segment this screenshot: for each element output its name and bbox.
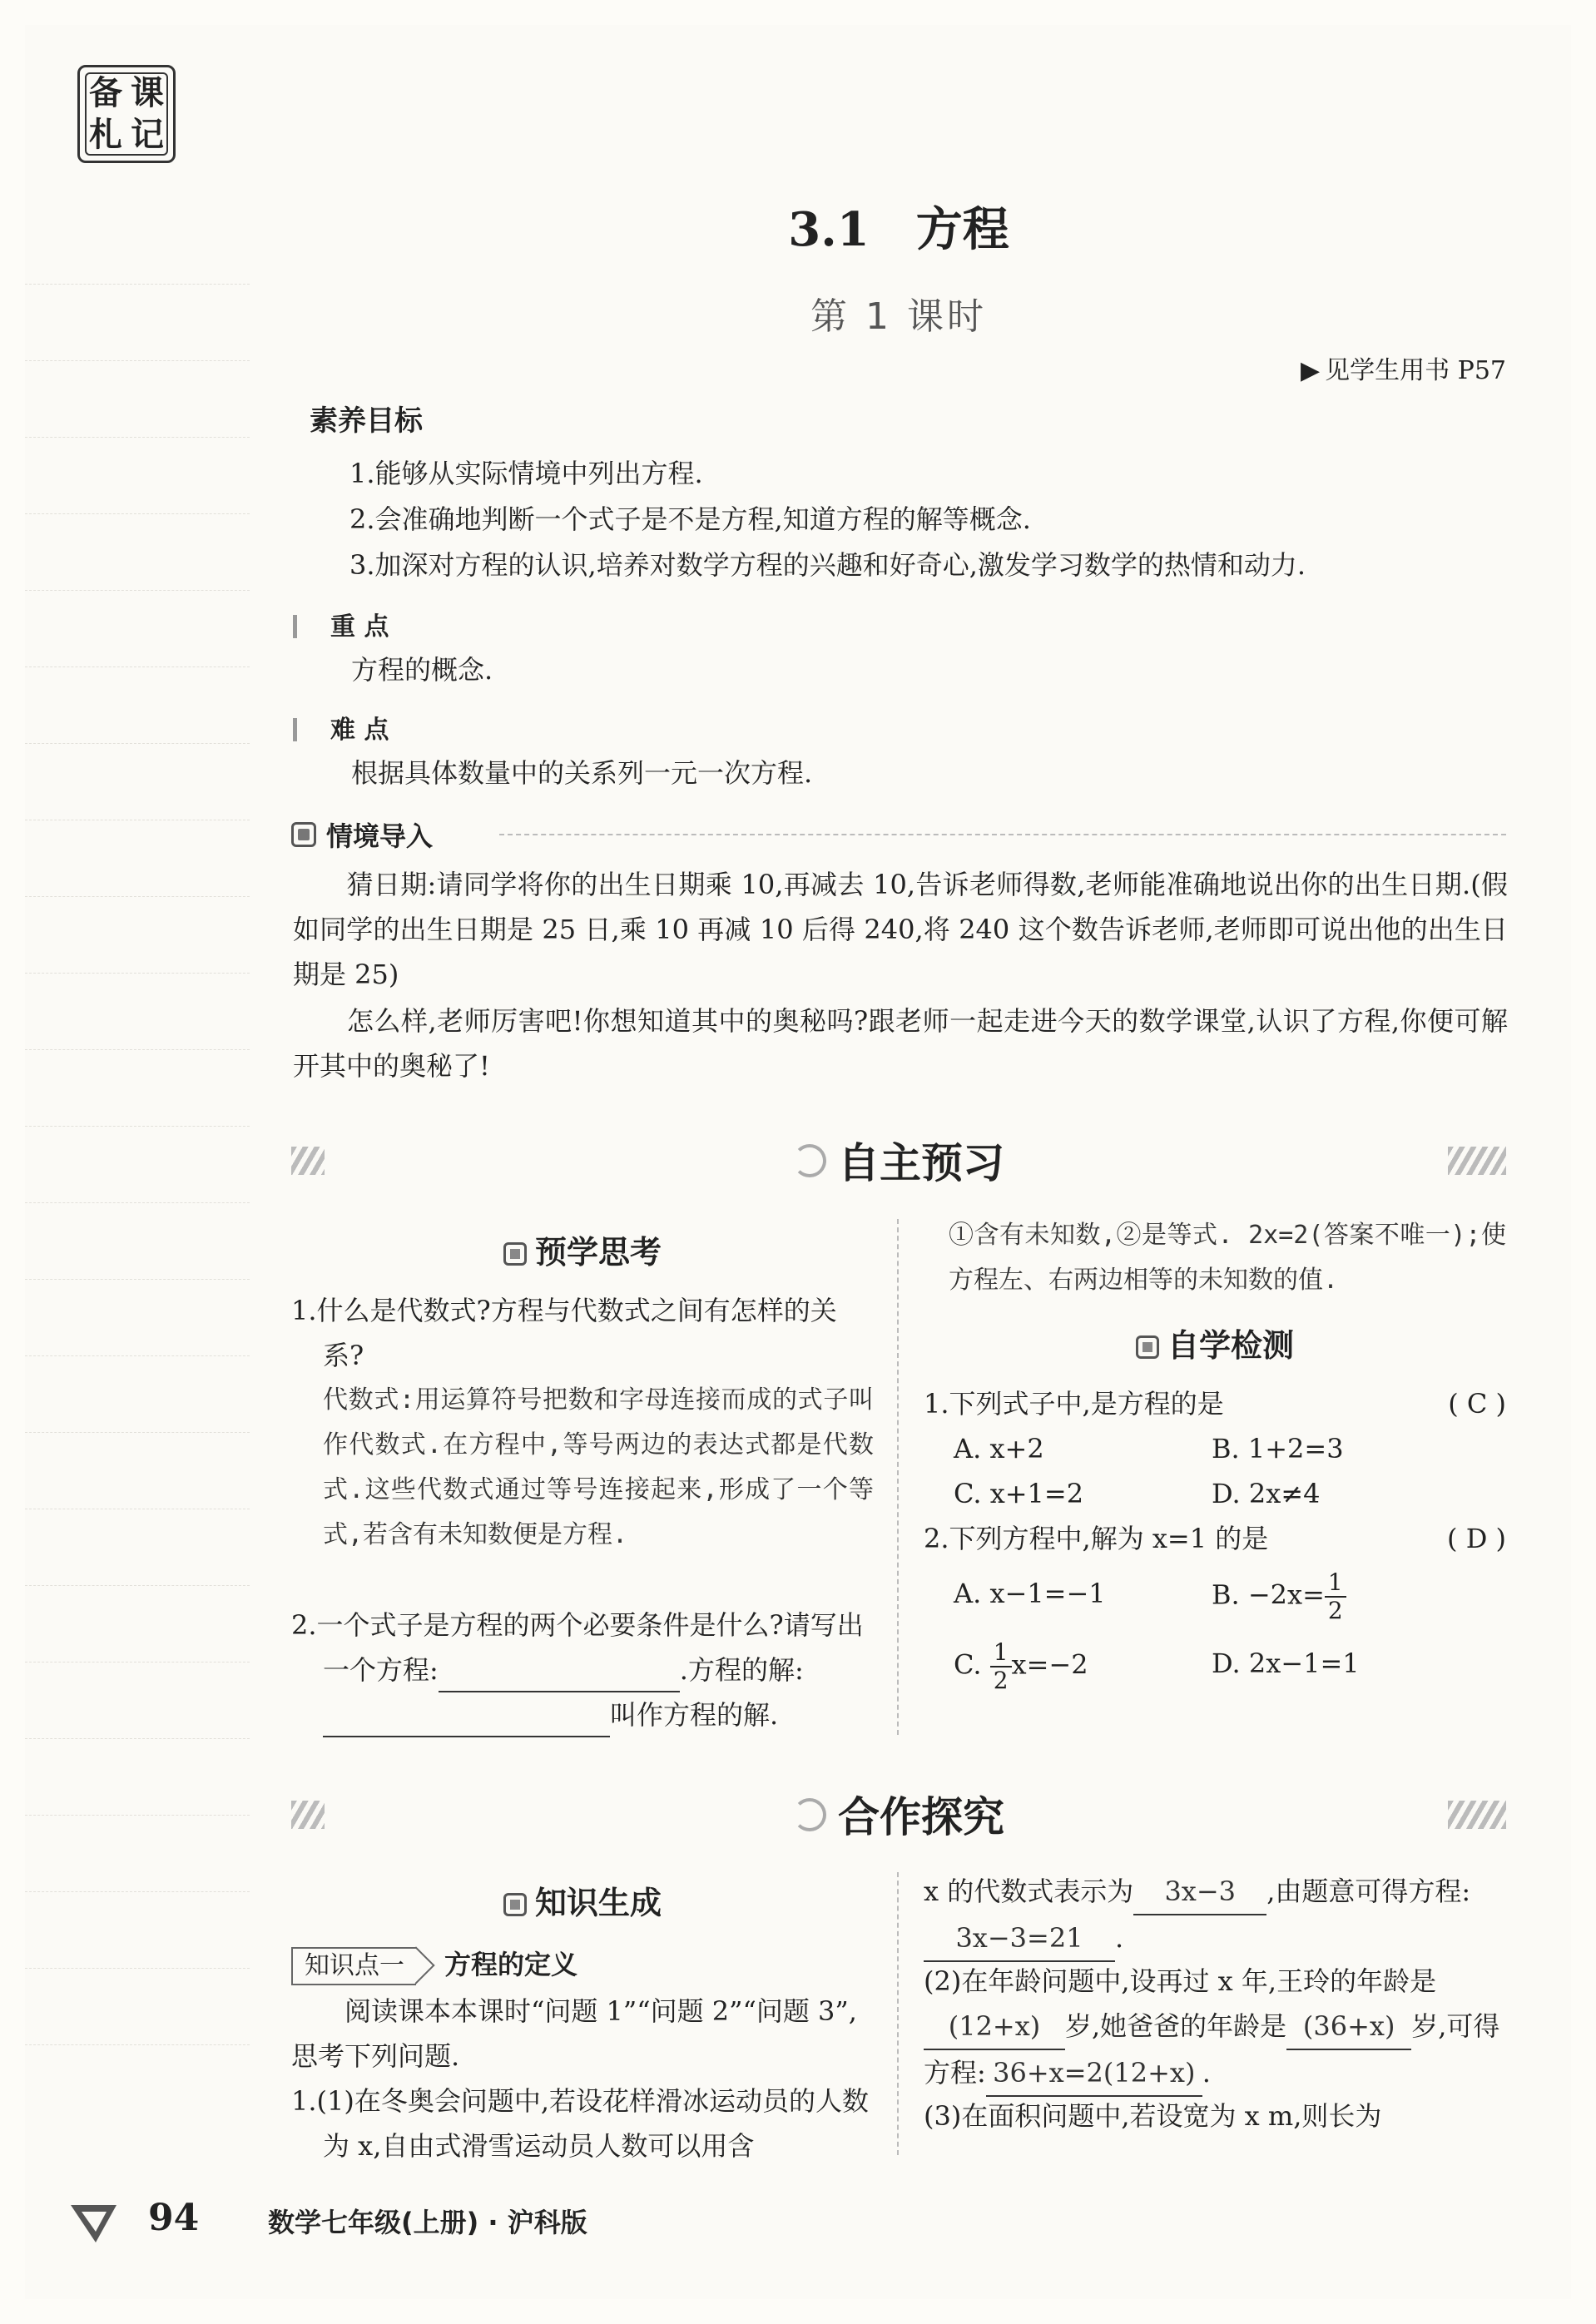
check-options-1: A. x+2 B. 1+2=3 C. x+1=2 D. 2x≠4 bbox=[954, 1433, 1344, 1509]
knowledge-icon bbox=[503, 1893, 527, 1916]
goal-item: 3.加深对方程的认识,培养对数学方程的兴趣和好奇心,激发学习数学的热情和动力. bbox=[349, 549, 1306, 581]
scenario-icon bbox=[291, 822, 316, 847]
goal-item: 2.会准确地判断一个式子是不是方程,知道方程的解等概念. bbox=[349, 503, 1031, 535]
page-title: 3.1 方程 bbox=[788, 202, 1009, 257]
cooperation-banner: 合作探究 bbox=[291, 1784, 1506, 1842]
knowledge-point-tag: 知识点一 方程的定义 bbox=[291, 1944, 577, 1985]
self-study-banner: 自主预习 bbox=[291, 1130, 1506, 1188]
notebook-icon bbox=[503, 1242, 527, 1266]
goals-list bbox=[349, 451, 1306, 588]
knowledge-answer-2: (2)在年龄问题中,设再过 x 年,王玲的年龄是(12+x) 岁,她爸爸的年龄是 (36+x) 岁,可得方程: 36+x=2(12+x) . bbox=[924, 1959, 1506, 2097]
check-options-2: A. x−1=−1 B. −2x= $\frac{1}{2}$ C. $\frac{1}{2}$ x=−2 D. 2x−1=1 bbox=[954, 1568, 1360, 1694]
book-name: 数学七年级(上册) · 沪科版 bbox=[268, 2207, 587, 2238]
reading-instruction: 阅读课本本课时“问题 1”“问题 2”“问题 3”,思考下列问题. bbox=[291, 1995, 857, 2072]
student-book-reference: ▶ 见学生用书 P57 bbox=[1301, 349, 1506, 386]
swirl-icon bbox=[793, 1144, 826, 1177]
key-point-heading: 重 点 bbox=[293, 606, 389, 642]
knowledge-heading: 知识生成 bbox=[291, 1877, 874, 1923]
difficulty-heading: 难 点 bbox=[293, 709, 389, 746]
check-question-1: 1.下列式子中,是方程的是 ( C ) bbox=[924, 1381, 1506, 1426]
difficulty-text: 根据具体数量中的关系列一元一次方程. bbox=[351, 757, 813, 789]
answer-c: ( C ) bbox=[1448, 1388, 1506, 1420]
goals-heading: 素养目标 bbox=[310, 404, 423, 438]
preview-question-2: 2.一个式子是方程的两个必要条件是什么?请写出一个方程: .方程的解:叫作方程的解. bbox=[291, 1603, 874, 1737]
intro-paragraph-2: 怎么样,老师厉害吧!你想知道其中的奥秘吗?跟老师一起走进今天的数学课堂,认识了方程,你便可解开其中的奥秘了! bbox=[293, 1005, 1508, 1082]
check-question-2: 2.下列方程中,解为 x=1 的是 ( D ) bbox=[924, 1516, 1506, 1561]
answer-d: ( D ) bbox=[1447, 1523, 1506, 1554]
check-icon bbox=[1136, 1335, 1159, 1359]
preview-heading: 预学思考 bbox=[291, 1226, 874, 1272]
note-margin bbox=[25, 208, 250, 2122]
preview-answer-1: 代数式:用运算符号把数和字母连接而成的式子叫作代数式.在方程中,等号两边的表达式都是代数式.这些代数式通过等号连接起来,形成了一个等式,若含有未知数便是方程. bbox=[323, 1385, 874, 1549]
goal-item: 1.能够从实际情境中列出方程. bbox=[349, 458, 703, 489]
intro-paragraph-1: 猜日期:请同学将你的出生日期乘 10,再减去 10,告诉老师得数,老师能准确地说出你的出生日期.(假如同学的出生日期是 25 日,乘 10 再减 10 后得 240,将 240 这个数告诉老师,老师即可说出他的出生日期是 25) bbox=[293, 869, 1508, 990]
lesson-notes-stamp: 备 课 札 记 bbox=[77, 65, 176, 163]
key-point-text: 方程的概念. bbox=[351, 654, 493, 686]
lesson-subtitle: 第 1 课时 bbox=[810, 295, 987, 338]
page-number: 94 bbox=[148, 2197, 200, 2239]
preview-question-1: 1.什么是代数式?方程与代数式之间有怎样的关系? bbox=[291, 1295, 837, 1371]
swirl-icon bbox=[793, 1798, 826, 1831]
intro-section-header: 情境导入 bbox=[291, 815, 1506, 852]
knowledge-answer-1: x 的代数式表示为 3x−3 ,由题意可得方程:3x−3=21 . bbox=[924, 1869, 1506, 1962]
knowledge-question-3: (3)在面积问题中,若设宽为 x m,则长为 bbox=[924, 2100, 1382, 2132]
self-check-heading: 自学检测 bbox=[924, 1320, 1506, 1365]
knowledge-question-1: 1.(1)在冬奥会问题中,若设花样滑冰运动员的人数为 x,自由式滑雪运动员人数可以用含 bbox=[291, 2085, 870, 2162]
preview-answer-2: ①含有未知数,②是等式. 2x=2(答案不唯一);使方程左、右两边相等的未知数的值. bbox=[949, 1221, 1506, 1295]
corner-arrow-icon bbox=[67, 2197, 125, 2247]
